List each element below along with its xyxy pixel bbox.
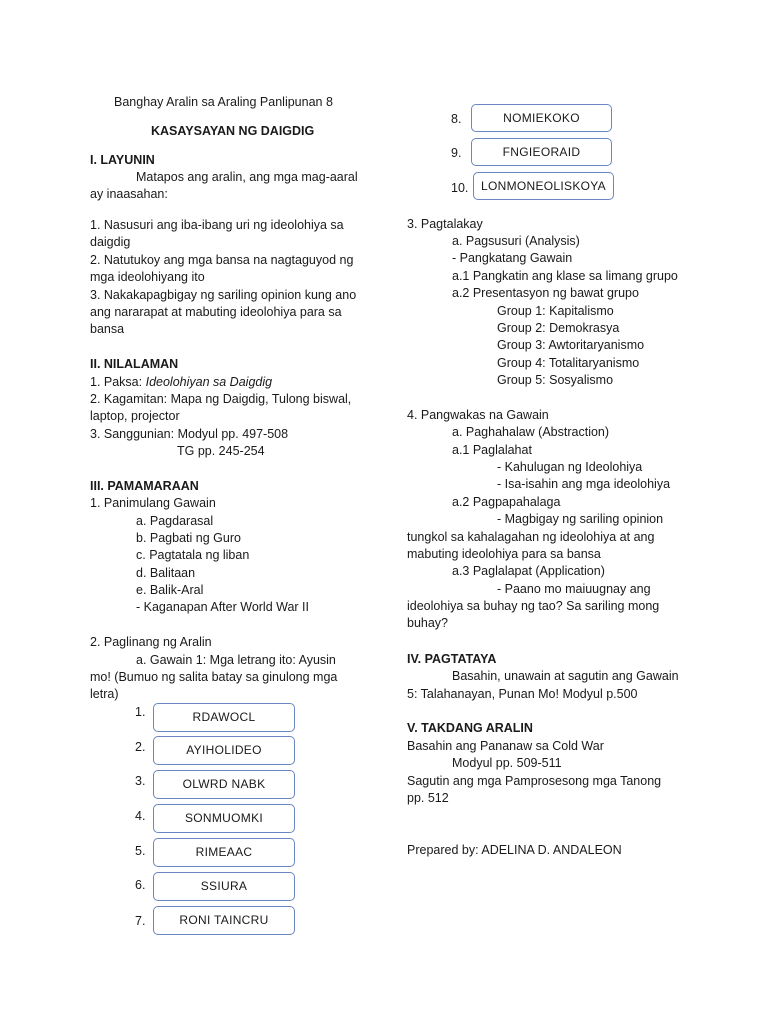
scramble-number: 4. xyxy=(135,809,146,823)
scramble-word-box: SSIURA xyxy=(153,872,295,901)
scramble-word-box: SONMUOMKI xyxy=(153,804,295,833)
paglinang-heading: 2. Paglinang ng Aralin xyxy=(90,635,212,649)
scramble-number: 10. xyxy=(451,181,469,195)
paglalahat-item: - Kahulugan ng Ideolohiya xyxy=(497,460,643,474)
group-item: Group 1: Kapitalismo xyxy=(497,304,614,318)
panimula-heading: 1. Panimulang Gawain xyxy=(90,496,216,510)
pamamaraan-heading: III. PAMAMARAAN xyxy=(90,479,199,493)
pagtalakay-a2: a.2 Presentasyon ng bawat grupo xyxy=(452,286,639,300)
takdang-aralin-line4: pp. 512 xyxy=(407,791,449,805)
gawain-1-line3: letra) xyxy=(90,687,119,701)
scramble-number: 8. xyxy=(451,112,462,126)
pagtataya-heading: IV. PAGTATAYA xyxy=(407,652,497,666)
paksa-value: Ideolohiyan sa Daigdig xyxy=(145,375,273,389)
pagpapahalaga-line2: tungkol sa kahalagahan ng ideolohiya at ang xyxy=(407,530,655,544)
panimula-item: a. Pagdarasal xyxy=(136,514,214,528)
paglalahat-item: - Isa-isahin ang mga ideolohiya xyxy=(497,477,671,491)
layunin-intro-2: ay inaasahan: xyxy=(90,187,168,201)
layunin-item-2b: mga ideolohiyang ito xyxy=(90,270,205,284)
scramble-word-box: RIMEAAC xyxy=(153,838,295,867)
group-item: Group 4: Totalitaryanismo xyxy=(497,356,640,370)
scramble-word-box: NOMIEKOKO xyxy=(471,104,612,132)
lesson-plan-subtitle: KASAYSAYAN NG DAIGDIG xyxy=(151,124,315,138)
nilalaman-sanggunian-2: TG pp. 245-254 xyxy=(177,444,265,458)
scramble-word-box: OLWRD NABK xyxy=(153,770,295,799)
layunin-item-3c: bansa xyxy=(90,322,125,336)
layunin-item-3b: ang nararapat at mabuting ideolohiya para sa xyxy=(90,305,342,319)
pangwakas-a1: a.1 Paglalahat xyxy=(452,443,532,457)
scramble-number: 2. xyxy=(135,740,146,754)
paglalapat-line2: ideolohiya sa buhay ng tao? Sa sariling mong xyxy=(407,599,660,613)
scramble-word-box: RONI TAINCRU xyxy=(153,906,295,935)
pagtataya-line2: 5: Talahanayan, Punan Mo! Modyul p.500 xyxy=(407,687,638,701)
takdang-aralin-heading: V. TAKDANG ARALIN xyxy=(407,721,533,735)
pagpapahalaga-line3: mabuting ideolohiya para sa bansa xyxy=(407,547,601,561)
panimula-item: b. Pagbati ng Guro xyxy=(136,531,241,545)
takdang-aralin-line3: Sagutin ang mga Pamprosesong mga Tanong xyxy=(407,774,662,788)
gawain-1-line1: a. Gawain 1: Mga letrang ito: Ayusin xyxy=(136,653,336,667)
pagtalakay-a: a. Pagsusuri (Analysis) xyxy=(452,234,580,248)
panimula-item: - Kaganapan After World War II xyxy=(136,600,309,614)
scramble-number: 1. xyxy=(135,705,146,719)
pangwakas-a: a. Paghahalaw (Abstraction) xyxy=(452,425,610,439)
scramble-word-box: AYIHOLIDEO xyxy=(153,736,295,765)
pagtataya-line1: Basahin, unawain at sagutin ang Gawain xyxy=(452,669,679,683)
scramble-number: 6. xyxy=(135,878,146,892)
layunin-heading: I. LAYUNIN xyxy=(90,153,155,167)
scramble-word-box: LONMONEOLISKOYA xyxy=(473,172,614,200)
layunin-item-3a: 3. Nakakapagbigay ng sariling opinion kung ano xyxy=(90,288,357,302)
takdang-aralin-line2: Modyul pp. 509-511 xyxy=(452,756,562,770)
takdang-aralin-line1: Basahin ang Pananaw sa Cold War xyxy=(407,739,604,753)
paglalapat-line1: - Paano mo maiuugnay ang xyxy=(497,582,651,596)
group-item: Group 5: Sosyalismo xyxy=(497,373,614,387)
group-item: Group 2: Demokrasya xyxy=(497,321,620,335)
pagtalakay-a-sub: - Pangkatang Gawain xyxy=(452,251,573,265)
lesson-plan-title: Banghay Aralin sa Araling Panlipunan 8 xyxy=(114,95,333,109)
prepared-by: Prepared by: ADELINA D. ANDALEON xyxy=(407,843,622,857)
nilalaman-kagamitan-2: laptop, projector xyxy=(90,409,180,423)
paksa-label: 1. Paksa: xyxy=(90,375,146,389)
scramble-number: 5. xyxy=(135,844,146,858)
panimula-item: d. Balitaan xyxy=(136,566,196,580)
scramble-word-box: RDAWOCL xyxy=(153,703,295,732)
scramble-number: 9. xyxy=(451,146,462,160)
pangwakas-heading: 4. Pangwakas na Gawain xyxy=(407,408,549,422)
group-item: Group 3: Awtoritaryanismo xyxy=(497,338,645,352)
nilalaman-sanggunian-1: 3. Sanggunian: Modyul pp. 497-508 xyxy=(90,427,289,441)
pagtalakay-heading: 3. Pagtalakay xyxy=(407,217,483,231)
layunin-item-1b: daigdig xyxy=(90,235,131,249)
paglalapat-line3: buhay? xyxy=(407,616,449,630)
layunin-item-1a: 1. Nasusuri ang iba-ibang uri ng ideolohiya sa xyxy=(90,218,344,232)
pagtalakay-a1: a.1 Pangkatin ang klase sa limang grupo xyxy=(452,269,678,283)
scramble-word-box: FNGIEORAID xyxy=(471,138,612,166)
nilalaman-kagamitan-1: 2. Kagamitan: Mapa ng Daigdig, Tulong biswal, xyxy=(90,392,352,406)
layunin-intro-1: Matapos ang aralin, ang mga mag-aaral xyxy=(136,170,358,184)
scramble-number: 3. xyxy=(135,774,146,788)
panimula-item: e. Balik-Aral xyxy=(136,583,204,597)
panimula-item: c. Pagtatala ng liban xyxy=(136,548,250,562)
pagpapahalaga-line1: - Magbigay ng sariling opinion xyxy=(497,512,664,526)
pangwakas-a2: a.2 Pagpapahalaga xyxy=(452,495,561,509)
pangwakas-a3: a.3 Paglalapat (Application) xyxy=(452,564,605,578)
nilalaman-heading: II. NILALAMAN xyxy=(90,357,179,371)
gawain-1-line2: mo! (Bumuo ng salita batay sa ginulong mga xyxy=(90,670,338,684)
nilalaman-paksa xyxy=(90,374,272,391)
layunin-item-2a: 2. Natutukoy ang mga bansa na nagtaguyod ng xyxy=(90,253,354,267)
scramble-number: 7. xyxy=(135,914,146,928)
